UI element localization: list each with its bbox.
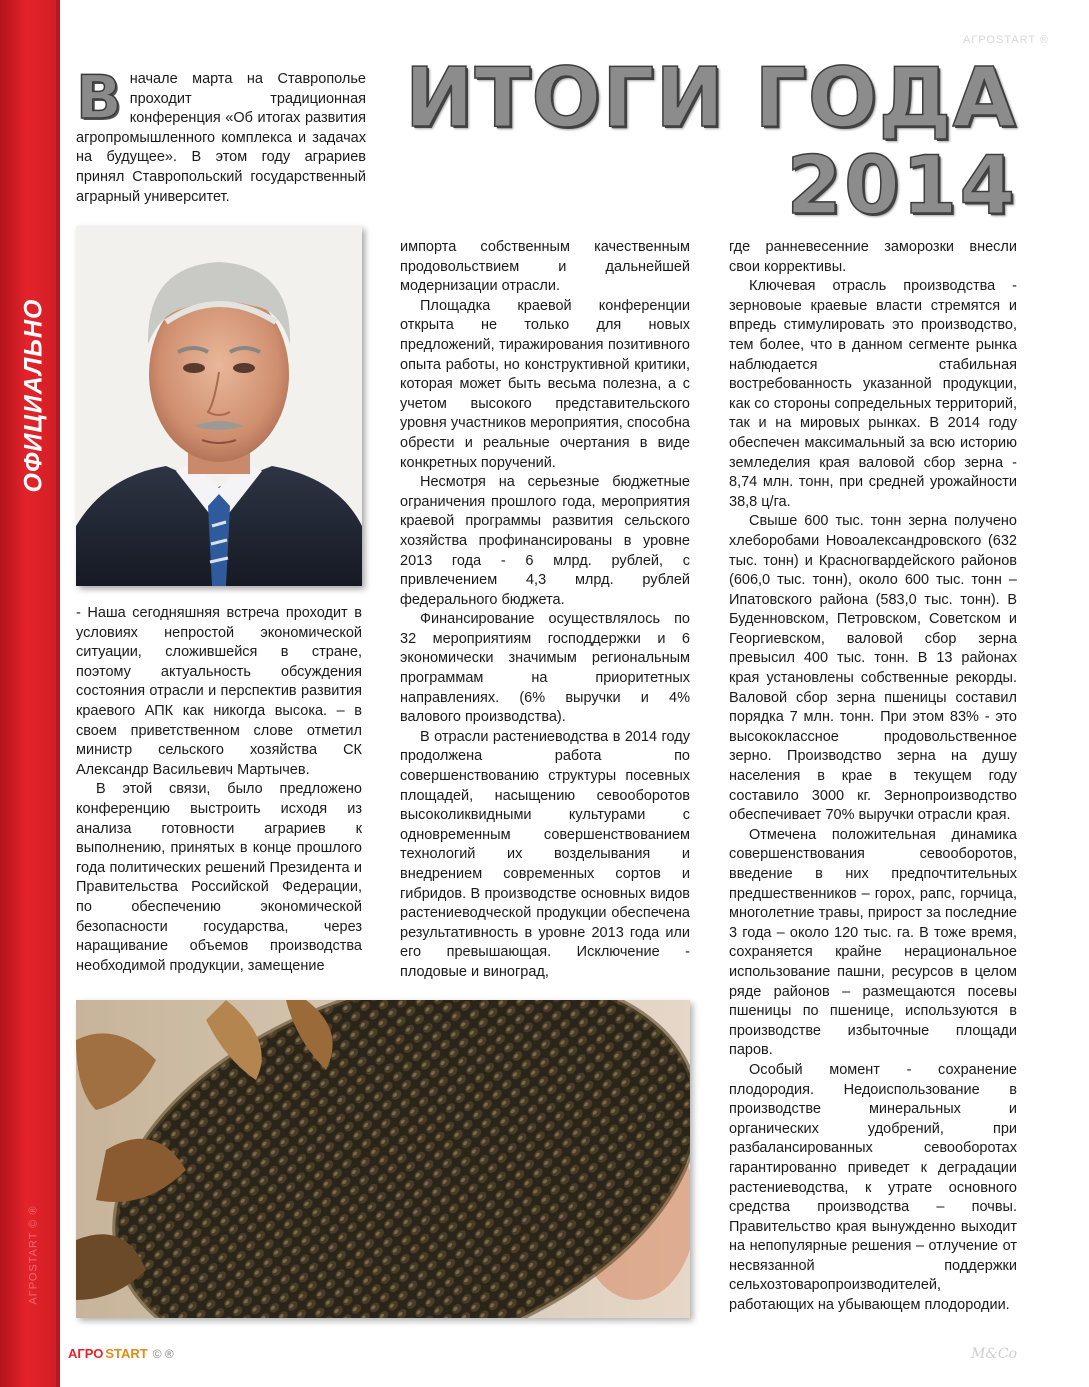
- article-title: [404, 51, 1017, 232]
- article-column-1: [76, 604, 362, 976]
- side-watermark: АГРОSTART © ®: [28, 1205, 41, 1305]
- top-watermark: АГРОSTART ®: [963, 34, 1049, 46]
- paragraph: Финансирование осуществлялось по 32 мероприятиям господдержки и 6 экономически значимым региональным программам на приоритетных направлениях. (6% выручки и 4% валового производства).: [400, 611, 690, 726]
- paragraph: Свыше 600 тыс. тонн зерна получено хлеборобами Новоалександровского (632 тыс. тонн) и Красногвардейского районов (606,0 тыс. тонн), около 600 тыс. тонн – Ипатовского района (583,0 тыс. тонн). В Буденновском, Петровском, Советском и Георгиевском, валовой сбор зерна превысил 400 тыс. тонн. В 13 районах края установлены собственные рекорды. Валовой сбор зерна пшеницы составил порядка 7 млн. тонн. При этом 83% - это высококлассное продовольственное зерно. Производство зерна на душу населения в крае в текущем году составило 3000 кг. Зернопроизводство обеспечивает 70% выручки отрасли края.: [729, 513, 1017, 824]
- paragraph: - Наша сегодняшняя встреча проходит в условиях непростой экономической ситуации, сложившейся в стране, поэтому актуальность обсуждения состояния отрасли и перспектив развития краевого АПК как никогда высока. – в своем приветственном слове отметил министр сельского хозяйства СК Александр Васильевич Мартычев.: [76, 605, 362, 778]
- sunflower-photo: [76, 1000, 690, 1318]
- title-line-1: ИТОГИ ГОДА: [404, 51, 1017, 146]
- lead-text: начале марта на Ставрополье проходит традиционная конференция «Об итогах развития агропромышленного комплекса и задачах на будущее». В этом году аграриев принял Ставропольский государственный аграрный университет.: [76, 71, 366, 205]
- paragraph: Площадка краевой конференции открыта не только для новых предложений, тиражирования позитивного опыта работы, но конструктивной критики, которая может быть весьма полезна, а с учетом высокого представительского уровня участников мероприятия, способна обрести и реальные очертания в виде конкретных поручений.: [400, 297, 690, 471]
- paragraph: В отрасли растениеводства в 2014 году продолжена работа по совершенствованию структуры посевных площадей, насыщению севооборотов высоколиквидными культурами с одновременным совершенствованием технологий их возделывания и внедрением современных сортов и гибридов. В производстве основных видов растениеводческой продукции обеспечена результативность в уровне 2013 года или его превышающая. Исключение - плодовые и виноград,: [400, 728, 690, 980]
- section-color-bar: [0, 0, 60, 1387]
- paragraph: Ключевая отрасль производства - зерновоые краевые власти стремятся и впредь стимулировать это производство, тем более, что в данном сегменте рынка наблюдается стабильная востребованность указанной продукции, как со стороны сопредельных территорий, так и на мировых рынках. В 2014 году обеспечен максимальный за всю историю земледелия края валовой сбор зерна - 8,74 млн. тонн, при средней урожайности 38,8 ц/га.: [729, 278, 1017, 510]
- paragraph: Особый момент - сохранение плодородия. Недоиспользование в производстве минеральных и органических удобрений, при разбалансированных севооборотах гарантированно приведет к деградации растениеводства, к утрате основного средства производства – почвы. Правительство края вынужденно выходит на непопулярные решения – отлучение от несвязанной поддержки сельхозтоваропроизводителей, работающих на убывающем плодородии.: [729, 1061, 1017, 1314]
- minister-portrait: [76, 226, 362, 586]
- title-line-2: 2014: [786, 139, 1017, 232]
- lead-paragraph: [76, 63, 366, 207]
- article-column-3: [729, 238, 1017, 1316]
- paragraph: Несмотря на серьезные бюджетные ограничения прошлого года, мероприятия краевой программы развития сельского хозяйства профинансированы в уровне 2013 года - 6 млрд. рублей, с привлечением 4,3 млрд. рублей федерального бюджета.: [400, 474, 690, 608]
- section-label: ОФИЦИАЛЬНО: [19, 298, 48, 492]
- designer-signature: M&Co: [971, 1346, 1017, 1362]
- sunflower-illustration: [76, 1000, 690, 1318]
- publication-logo: АГРО START © ®: [68, 1346, 174, 1361]
- paragraph: где ранневесенние заморозки внесли свои коррективы.: [729, 239, 1017, 275]
- drop-cap: В: [76, 63, 122, 133]
- portrait-illustration: [76, 226, 362, 586]
- paragraph: импорта собственным качественным продовольствием и дальнейшей модернизации отрасли.: [400, 239, 690, 295]
- paragraph: Отмечена положительная динамика совершенствования севооборотов, введение в них предпочтительных предшественников – горох, рапс, горчица, многолетние травы, прирост за последние 3 года – около 120 тыс. га. В тоже время, сохраняется крайне нерациональное использование пашни, ресурсов в целом ряде районов – размещаются посевы пшеницы по пшенице, используются в производстве избыточные площади паров.: [729, 826, 1017, 1059]
- article-column-2: [400, 238, 690, 983]
- paragraph: В этой связи, было предложено конференцию выстроить исходя из анализа готовности аграриев к выполнению, принятых в конце прошлого года политических решений Президента и Правительства Российской Федерации, по обеспечению экономической безопасности государства, через наращивание объемов производства необходимой продукции, замещение: [76, 781, 362, 974]
